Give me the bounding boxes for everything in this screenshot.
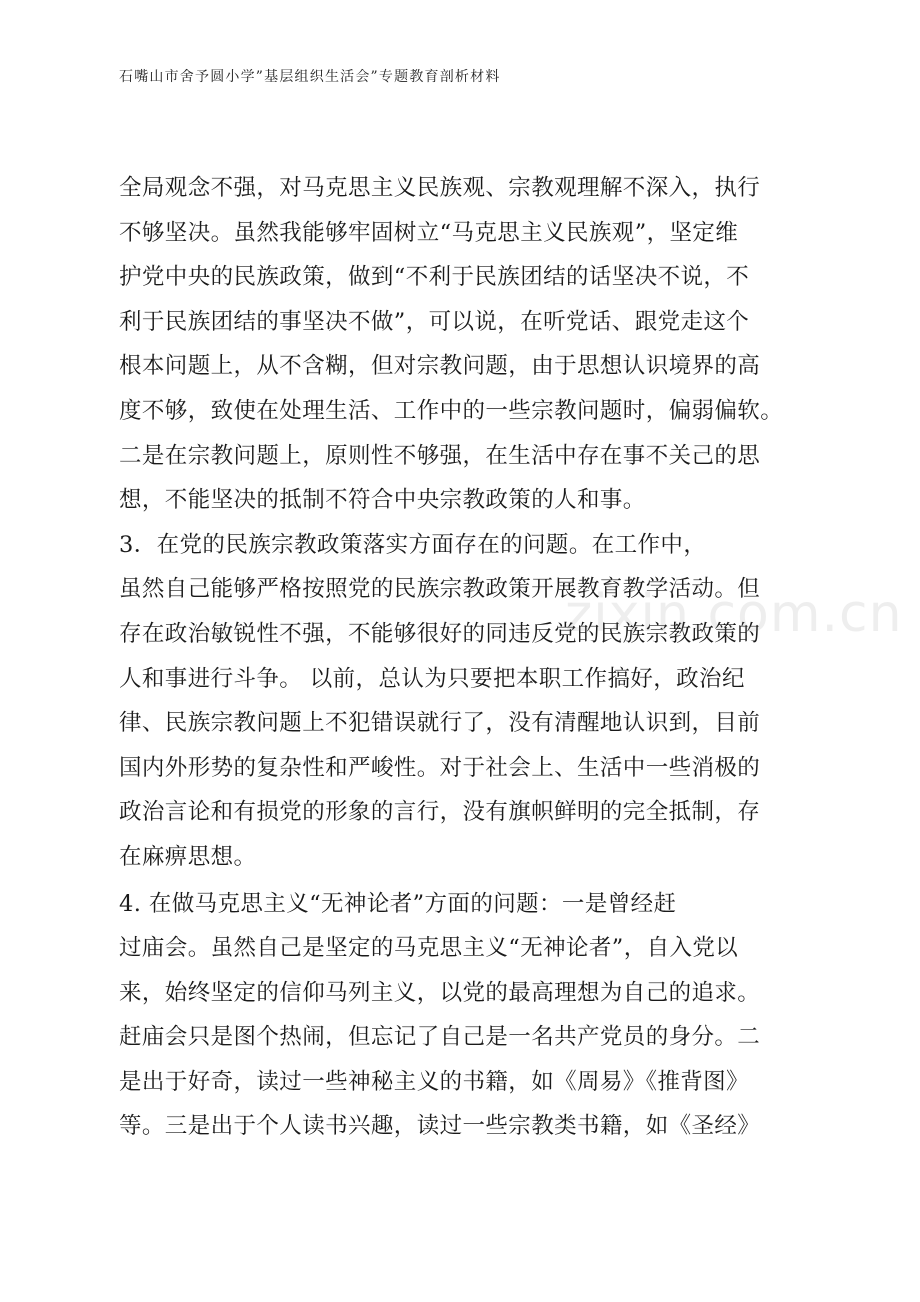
text-line: 全局观念不强，对马克思主义民族观、宗教观理解不深入，执行 <box>119 175 761 201</box>
text-line: 存在政治敏锐性不强，不能够很好的同违反党的民族宗教政策的 <box>119 620 761 647</box>
text-line: 利于民族团结的事坚决不做”，可以说，在听党话、跟党走这个 <box>119 308 750 335</box>
text-line: 不够坚决。虽然我能够牢固树立“马克思主义民族观”，坚定维 <box>119 219 739 246</box>
text-line: 是出于好奇，读过一些神秘主义的书籍，如《周易》《推背图》 <box>119 1068 749 1095</box>
text-line: 护党中央的民族政策，做到“不利于民族团结的话坚决不说，不 <box>119 264 750 291</box>
text-line: 国内外形势的复杂性和严峻性。对于社会上、生活中一些消极的 <box>119 754 761 781</box>
text-line: 过庙会。虽然自己是坚定的马克思主义“无神论者”，自入党以 <box>119 935 739 962</box>
text-line: 等。三是出于个人读书兴趣，读过一些宗教类书籍，如《圣经》 <box>119 1113 761 1140</box>
text-line: 二是在宗教问题上，原则性不够强，在生活中存在事不关己的思 <box>119 442 761 469</box>
text-line: 度不够，致使在处理生活、工作中的一些宗教问题时，偏弱偏软。 <box>119 397 784 424</box>
text-line: 在麻痹思想。 <box>119 843 257 870</box>
text-line: 律、民族宗教问题上不犯错误就行了，没有清醒地认识到，目前 <box>119 710 761 737</box>
text-line: 赶庙会只是图个热闹，但忘记了自己是一名共产党员的身分。二 <box>119 1024 761 1051</box>
watermark: zixin.com.cn <box>565 584 903 644</box>
text-line: 虽然自己能够严格按照党的民族宗教政策开展教育教学活动。但 <box>119 576 761 603</box>
document-body <box>119 166 809 1149</box>
text-line: 根本问题上，从不含糊，但对宗教问题，由于思想认识境界的高 <box>119 353 761 380</box>
text-line: 来，始终坚定的信仰马列主义，以党的最高理想为自己的追求。 <box>119 979 761 1006</box>
page-header: 石嘴山市舍予圆小学”基层组织生活会”专题教育剖析材料 <box>119 69 501 85</box>
text-line: 政治言论和有损党的形象的言行，没有旗帜鲜明的完全抵制，存 <box>119 799 761 826</box>
text-line: 想，不能坚决的抵制不符合中央宗教政策的人和事。 <box>119 487 646 514</box>
text-line: 3．在党的民族宗教政策落实方面存在的问题。在工作中， <box>119 531 707 558</box>
text-line: 人和事进行斗争。 以前，总认为只要把本职工作搞好，政治纪 <box>119 665 745 692</box>
text-line: 4. 在做马克思主义“无神论者”方面的问题：一是曾经赶 <box>119 890 677 917</box>
